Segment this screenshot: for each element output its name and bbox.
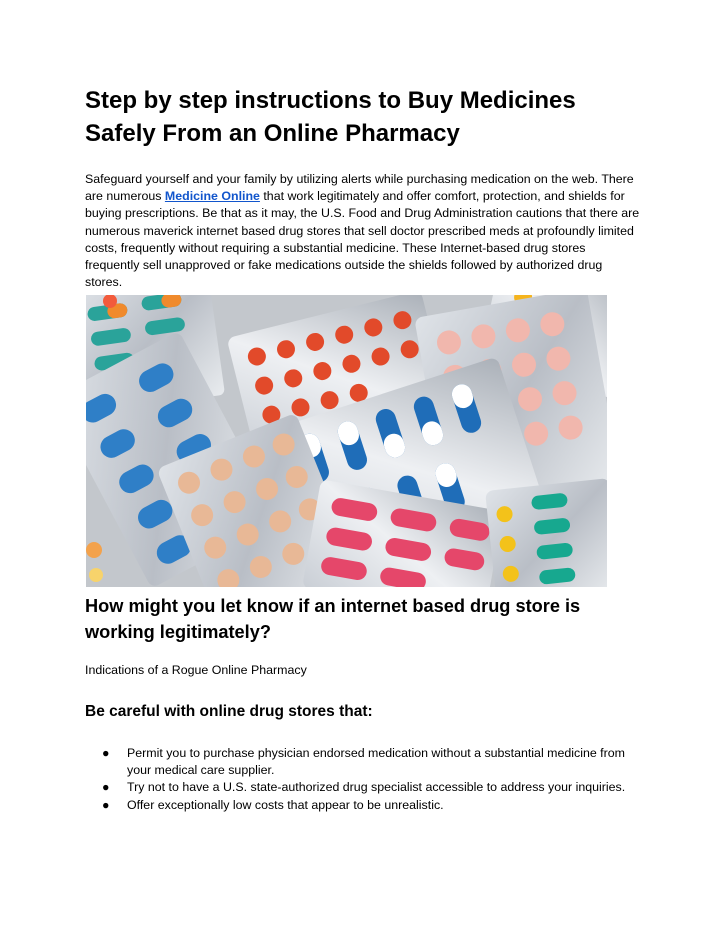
list-item [85, 797, 630, 814]
bullet-icon: ● [102, 780, 110, 795]
bullet-icon: ● [102, 797, 110, 812]
intro-paragraph [85, 171, 640, 291]
intro-text-after-link: that work legitimately and offer comfort, protection, and shields for buying prescriptions. Be that as it may, the U.S. Food and Drug Administration cautions that there are numerous maverick internet based drug stores that sell doctor prescribed meds at profoundly limited costs, frequently without requiring a substantial medicine. These Internet-based drug stores frequently sell unapproved or fake medications outside the shields followed by authorized drug stores. [85, 189, 640, 290]
list-item-text: Try not to have a U.S. state-authorized drug specialist accessible to address your inquiries. [127, 780, 626, 795]
blister-pack [485, 478, 607, 587]
bullet-icon: ● [102, 746, 110, 760]
page-title: Step by step instructions to Buy Medicines Safely From an Online Pharmacy [85, 87, 576, 147]
list-item-text: Offer exceptionally low costs that appear to be unrealistic. [127, 797, 444, 812]
intro-text-before-link: Safeguard yourself and your family by utilizing alerts while purchasing medication on the web. There are numerous [85, 172, 634, 204]
list-item-text: Permit you to purchase physician endorsed medication without a substantial medicine from your medical care supplier. [127, 746, 625, 778]
medicine-online-link[interactable]: Medicine Online [164, 189, 260, 204]
list-item [85, 745, 630, 779]
list-heading: Be careful with online drug stores that: [85, 703, 373, 720]
warning-list [85, 745, 630, 814]
subheading: Indications of a Rogue Online Pharmacy [85, 663, 307, 677]
medicine-blister-packs-photo [86, 295, 607, 587]
section-heading: How might you let know if an internet based drug store is working legitimately? [85, 596, 581, 642]
list-item [85, 779, 630, 796]
